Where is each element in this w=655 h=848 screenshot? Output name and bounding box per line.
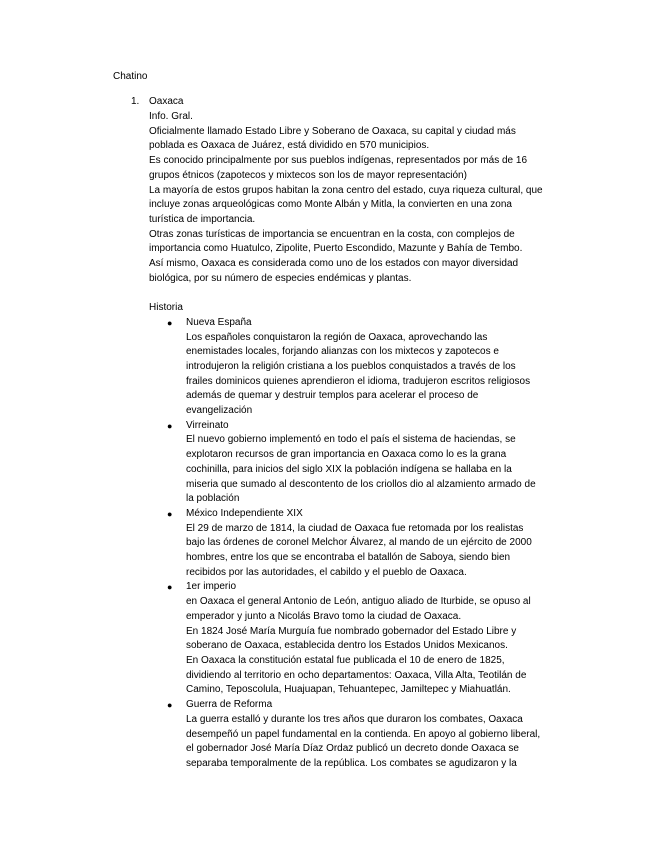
history-item-text: Los españoles conquistaron la región de Oaxaca, aprovechando las enemistades locales, forjando alianzas con los mixtecos y zapotecos e introdujeron la religión cristiana a los pueblos conquistados a través de los frailes dominicos quienes aprendieron el idioma, tradujeron escritos religiosos además de quemar y destruir templos para acelerar el proceso de evangelización bbox=[186, 331, 531, 417]
history-item-title: México Independiente XIX bbox=[186, 507, 303, 519]
history-item bbox=[167, 507, 544, 581]
history-item-text: en Oaxaca el general Antonio de León, antiguo aliado de Iturbide, se opuso al emperador y junto a Nicolás Bravo tomo la ciudad de Oaxaca. bbox=[186, 596, 531, 622]
info-paragraph: La mayoría de estos grupos habitan la zona centro del estado, cuya riqueza cultural, que incluye zonas arqueológicas como Monte Albán y Mitla, la convierten en una zona turística de importancia. bbox=[149, 184, 543, 225]
info-paragraph: Es conocido principalmente por sus pueblos indígenas, representados por más de 16 grupos étnicos (zapotecos y mixtecos son los de mayor representación) bbox=[149, 155, 528, 181]
history-item bbox=[167, 698, 544, 772]
history-item-title: Guerra de Reforma bbox=[186, 699, 273, 711]
history-item-text: La guerra estalló y durante los tres años que duraron los combates, Oaxaca desempeñó un papel fundamental en la contienda. En apoyo al gobierno liberal, el gobernador José María Díaz Ordaz publicó un decreto donde Oaxaca se separaba temporalmente de la república. Los combates se agudizaron y la bbox=[186, 713, 541, 769]
history-label: Historia bbox=[149, 302, 183, 314]
bullet-icon: ● bbox=[167, 582, 173, 593]
history-item-title: Nueva España bbox=[186, 316, 252, 328]
history-item bbox=[167, 580, 544, 698]
history-list bbox=[149, 316, 544, 772]
info-paragraph: Otras zonas turísticas de importancia se encuentran en la costa, con complejos de importancia como Huatulco, Zipolite, Puerto Escondido, Mazunte y Bahía de Tembo. bbox=[149, 228, 523, 255]
history-item-text: El 29 de marzo de 1814, la ciudad de Oaxaca fue retomada por los realistas bajo las órdenes de coronel Melchor Álvarez, al mando de un ejército de 2000 hombres, entre los que se encontraba el batallón de Saboya, siendo bien recibidos por las autoridades, el cabildo y el pueblo de Oaxaca. bbox=[186, 522, 532, 578]
history-item-text: El nuevo gobierno implementó en todo el país el sistema de haciendas, se explotaron recursos de gran importancia en Oaxaca como lo es la grana cochinilla, para inicios del siglo XIX la población indígena se hallaba en la miseria que sumado al descontento de los criollos dio al alzamiento armado de la población bbox=[186, 434, 536, 505]
info-paragraph: Así mismo, Oaxaca es considerada como uno de los estados con mayor diversidad biológica, por su número de especies endémicas y plantas. bbox=[149, 258, 519, 284]
section-body bbox=[149, 110, 544, 772]
list-number: 1. bbox=[131, 96, 140, 107]
document-title: Chatino bbox=[113, 71, 148, 82]
history-item bbox=[167, 316, 544, 419]
history-item-title: 1er imperio bbox=[186, 581, 237, 593]
history-item-text: En 1824 José María Murguía fue nombrado gobernador del Estado Libre y soberano de Oaxaca, establecida dentro los Estados Unidos Mexicanos. bbox=[186, 625, 517, 652]
history-item bbox=[167, 419, 544, 507]
info-label: Info. Gral. bbox=[149, 111, 193, 122]
bullet-icon: ● bbox=[167, 508, 173, 519]
info-paragraph: Oficialmente llamado Estado Libre y Soberano de Oaxaca, su capital y ciudad más poblada es Oaxaca de Juárez, está dividido en 570 municipios. bbox=[149, 125, 516, 152]
bullet-icon: ● bbox=[167, 317, 173, 328]
bullet-icon: ● bbox=[167, 420, 173, 431]
history-item-text: En Oaxaca la constitución estatal fue publicada el 10 de enero de 1825, dividiendo al territorio en ocho departamentos: Oaxaca, Villa Alta, Teotilán de Camino, Teposcolula, Huajuapan, Tehuantepec, Jamiltepec y Miahuatlán. bbox=[186, 655, 527, 696]
bullet-icon: ● bbox=[167, 700, 173, 711]
section-title: Oaxaca bbox=[149, 96, 184, 107]
history-item-title: Virreinato bbox=[186, 419, 229, 431]
